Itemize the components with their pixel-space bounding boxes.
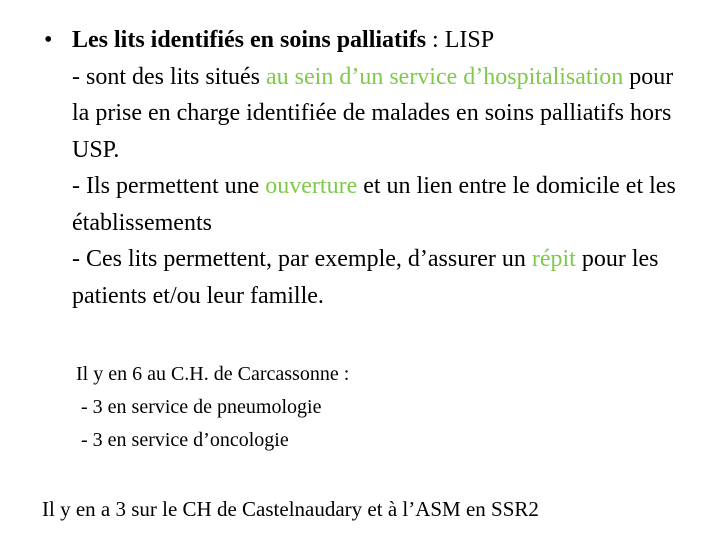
bullet-icon: • (44, 27, 53, 53)
footer-castelnaudary: Il y en a 3 sur le CH de Castelnaudary et à l’ASM en SSR2 (42, 497, 539, 521)
p1-highlight: au sein d’un service d’hospitalisation (266, 63, 624, 90)
carcassonne-heading: Il y en 6 au C.H. de Carcassonne : (76, 363, 350, 385)
bullet-title-bold: Les lits identifiés en soins palliatifs (72, 27, 427, 53)
bullet-item-lisp (44, 22, 694, 314)
p3-highlight: répit (531, 246, 576, 272)
paragraph-repit (72, 241, 694, 314)
p1-suffix: pour la prise en charge identifiée de malades en soins palliatifs hors USP. (72, 63, 674, 163)
bullet-body (72, 22, 694, 314)
bullet-title-rest: : LISP (426, 27, 495, 53)
paragraph-ouverture (72, 168, 694, 241)
p2-highlight: ouverture (265, 173, 358, 199)
bullet-title (72, 22, 694, 59)
p3-suffix: pour les patients et/ou leur famille. (72, 246, 659, 309)
p1-prefix: - sont des lits situés (72, 63, 267, 90)
p2-prefix: - Ils permettent une (72, 173, 266, 199)
paragraph-definition (72, 59, 694, 169)
carcassonne-block (76, 358, 349, 457)
p2-suffix: et un lien entre le domicile et les établissements (72, 173, 676, 236)
carcassonne-item-oncologie: - 3 en service d’oncologie (76, 429, 289, 451)
carcassonne-item-pneumologie: - 3 en service de pneumologie (76, 396, 322, 418)
p3-prefix: - Ces lits permettent, par exemple, d’assurer un (72, 246, 532, 272)
